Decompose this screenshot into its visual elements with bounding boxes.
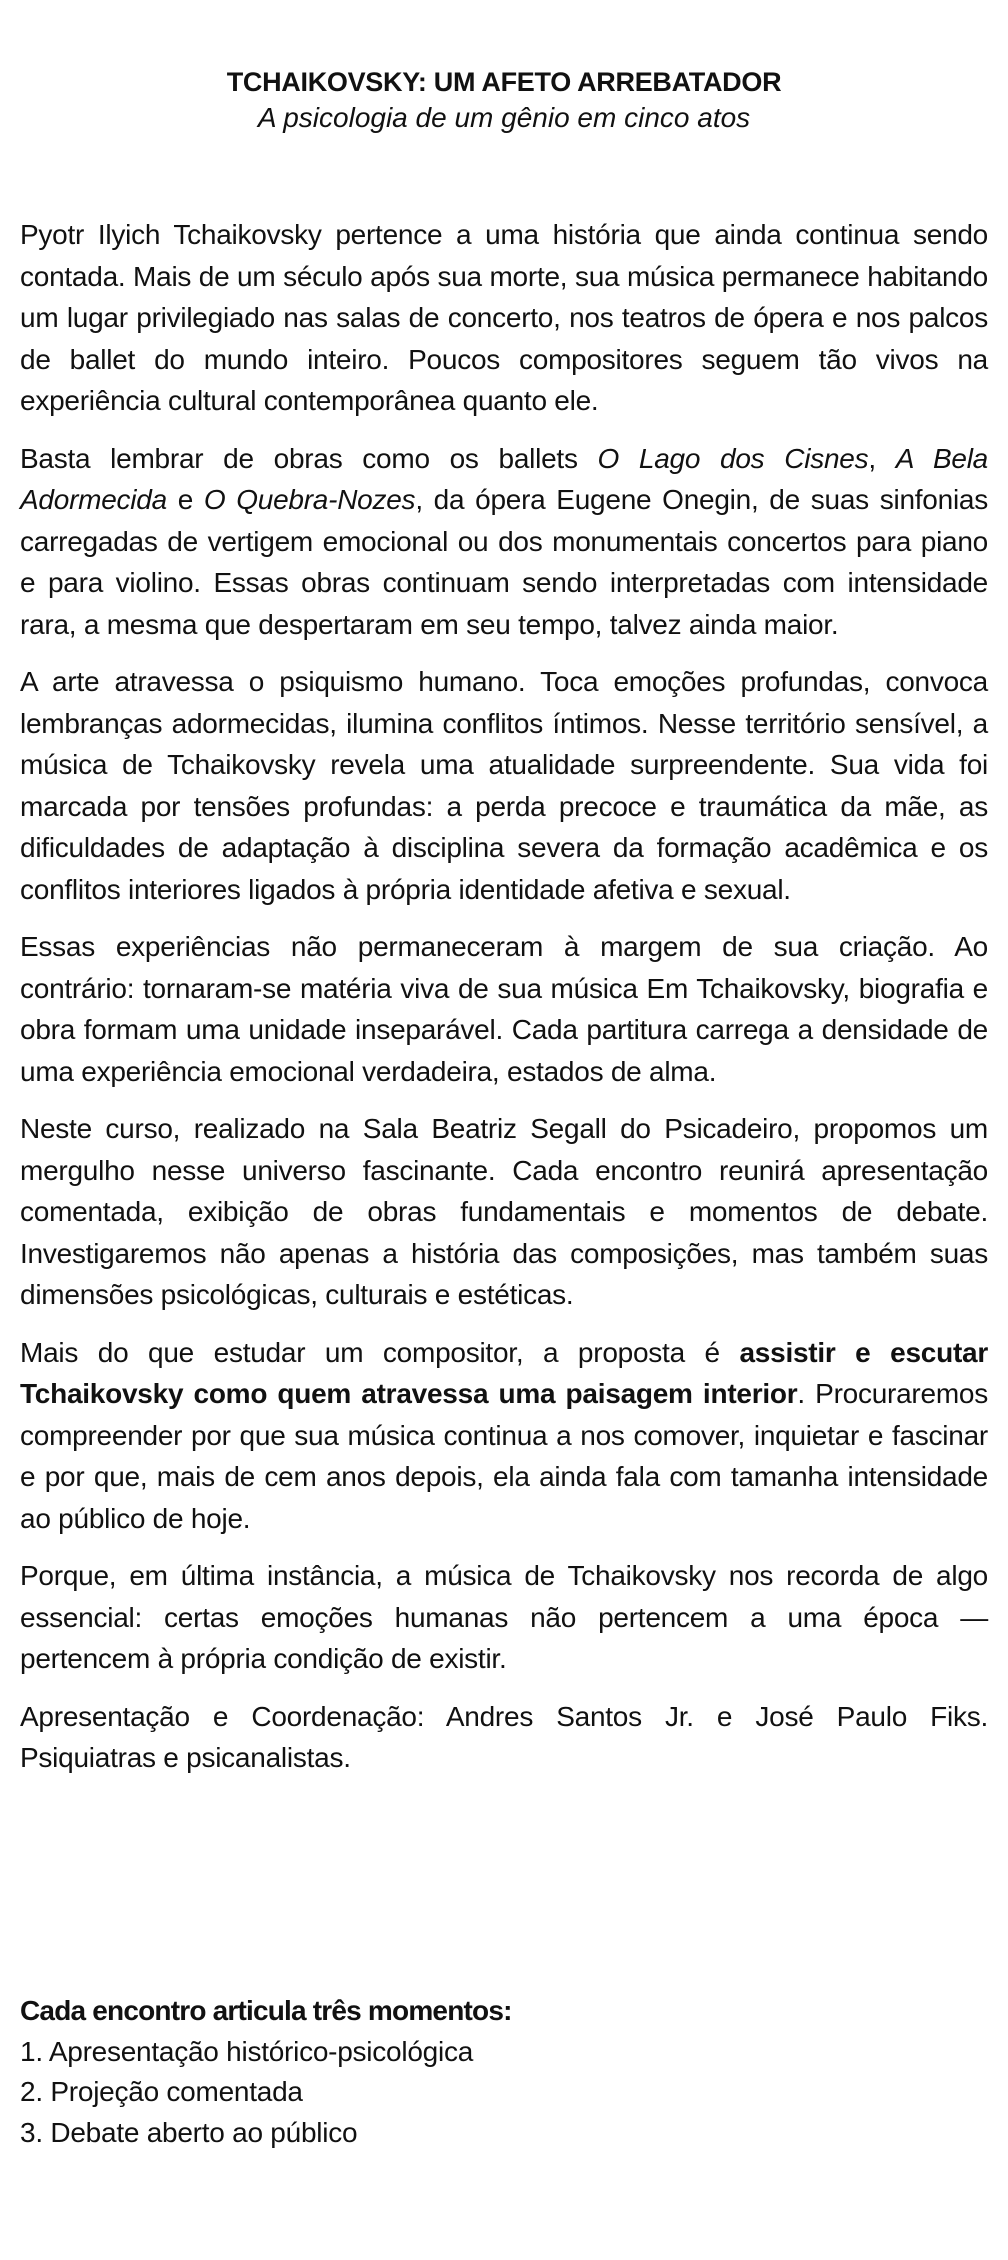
body-text — [20, 214, 988, 1795]
paragraph-proposal-text-b: . Procuraremos compreender por que sua música continua a nos comover, inquietar e fascinar e por que, mais de cem anos depois, ela ainda fala com tamanha intensidade ao público de hoje. — [20, 1378, 988, 1534]
paragraph-works-text-d: , da ópera Eugene Onegin, de suas sinfonias carregadas de vertigem emocional ou dos monumentais concertos para piano e para violino. Essas obras continuam sendo interpretadas com intensidade rara, a mesma que despertaram em seu tempo, talvez ainda maior. — [20, 484, 988, 640]
page-title: TCHAIKOVSKY: UM AFETO ARREBATADOR — [226, 67, 782, 97]
document-header — [0, 64, 1008, 136]
moments-section — [20, 1991, 988, 2153]
proposal-highlight: assistir e escutar Tchaikovsky como quem atravessa uma paisagem interior — [20, 1336, 989, 1409]
paragraph-proposal — [20, 1332, 988, 1540]
paragraph-works-text-a: Basta lembrar de obras como os ballets — [20, 442, 598, 474]
paragraph-essential: Porque, em última instância, a música de Tchaikovsky nos recorda de algo essencial: certas emoções humanas não pertencem a uma época — pertencem à própria condição de existir. — [20, 1560, 988, 1674]
work-title-nutcracker: O Quebra-Nozes — [203, 484, 416, 515]
paragraph-works-text-b: , — [868, 442, 896, 474]
paragraph-works-text-c: e — [166, 484, 204, 515]
moments-list — [20, 2032, 988, 2154]
paragraph-psyche: A arte atravessa o psiquismo humano. Toca emoções profundas, convoca lembranças adormecidas, ilumina conflitos íntimos. Nesse território sensível, a música de Tchaikovsky revela uma atualidade surpreendente. Sua vida foi marcada por tensões profundas: a perda precoce e traumática da mãe, as dificuldades de adaptação à disciplina severa da formação acadêmica e os conflitos interiores ligados à própria identidade afetiva e sexual. — [20, 666, 988, 905]
list-item: 3. Debate aberto ao público — [20, 2116, 358, 2148]
paragraph-experiences: Essas experiências não permaneceram à margem de sua criação. Ao contrário: tornaram-se matéria viva de sua música Em Tchaikovsky, biografia e obra formam uma unidade inseparável. Cada partitura carrega a densidade de uma experiência emocional verdadeira, estados de alma. — [20, 931, 988, 1087]
work-title-swan-lake: O Lago dos Cisnes — [597, 442, 869, 474]
paragraph-course: Neste curso, realizado na Sala Beatriz Segall do Psicadeiro, propomos um mergulho nesse universo fascinante. Cada encontro reunirá apresentação comentada, exibição de obras fundamentais e momentos de debate. Investigaremos não apenas a história das composições, mas também suas dimensões psicológicas, culturais e estéticas. — [20, 1113, 988, 1310]
paragraph-intro: Pyotr Ilyich Tchaikovsky pertence a uma história que ainda continua sendo contada. Mais de um século após sua morte, sua música permanece habitando um lugar privilegiado nas salas de concerto, nos teatros de ópera e nos palcos de ballet do mundo inteiro. Poucos compositores seguem tão vivos na experiência cultural contemporânea quanto ele. — [20, 219, 988, 416]
page-subtitle: A psicologia de um gênio em cinco atos — [257, 102, 751, 133]
paragraph-works — [20, 438, 988, 646]
paragraph-proposal-text-a: Mais do que estudar um compositor, a proposta é — [20, 1336, 740, 1368]
paragraph-coordination: Apresentação e Coordenação: Andres Santos Jr. e José Paulo Fiks. Psiquiatras e psicanalistas. — [20, 1700, 988, 1773]
moments-title: Cada encontro articula três momentos: — [20, 1995, 512, 2026]
work-title-sleeping-beauty: A Bela Adormecida — [20, 442, 988, 515]
list-item: 2. Projeção comentada — [20, 2076, 303, 2107]
list-item: 1. Apresentação histórico-psicológica — [20, 2035, 474, 2067]
